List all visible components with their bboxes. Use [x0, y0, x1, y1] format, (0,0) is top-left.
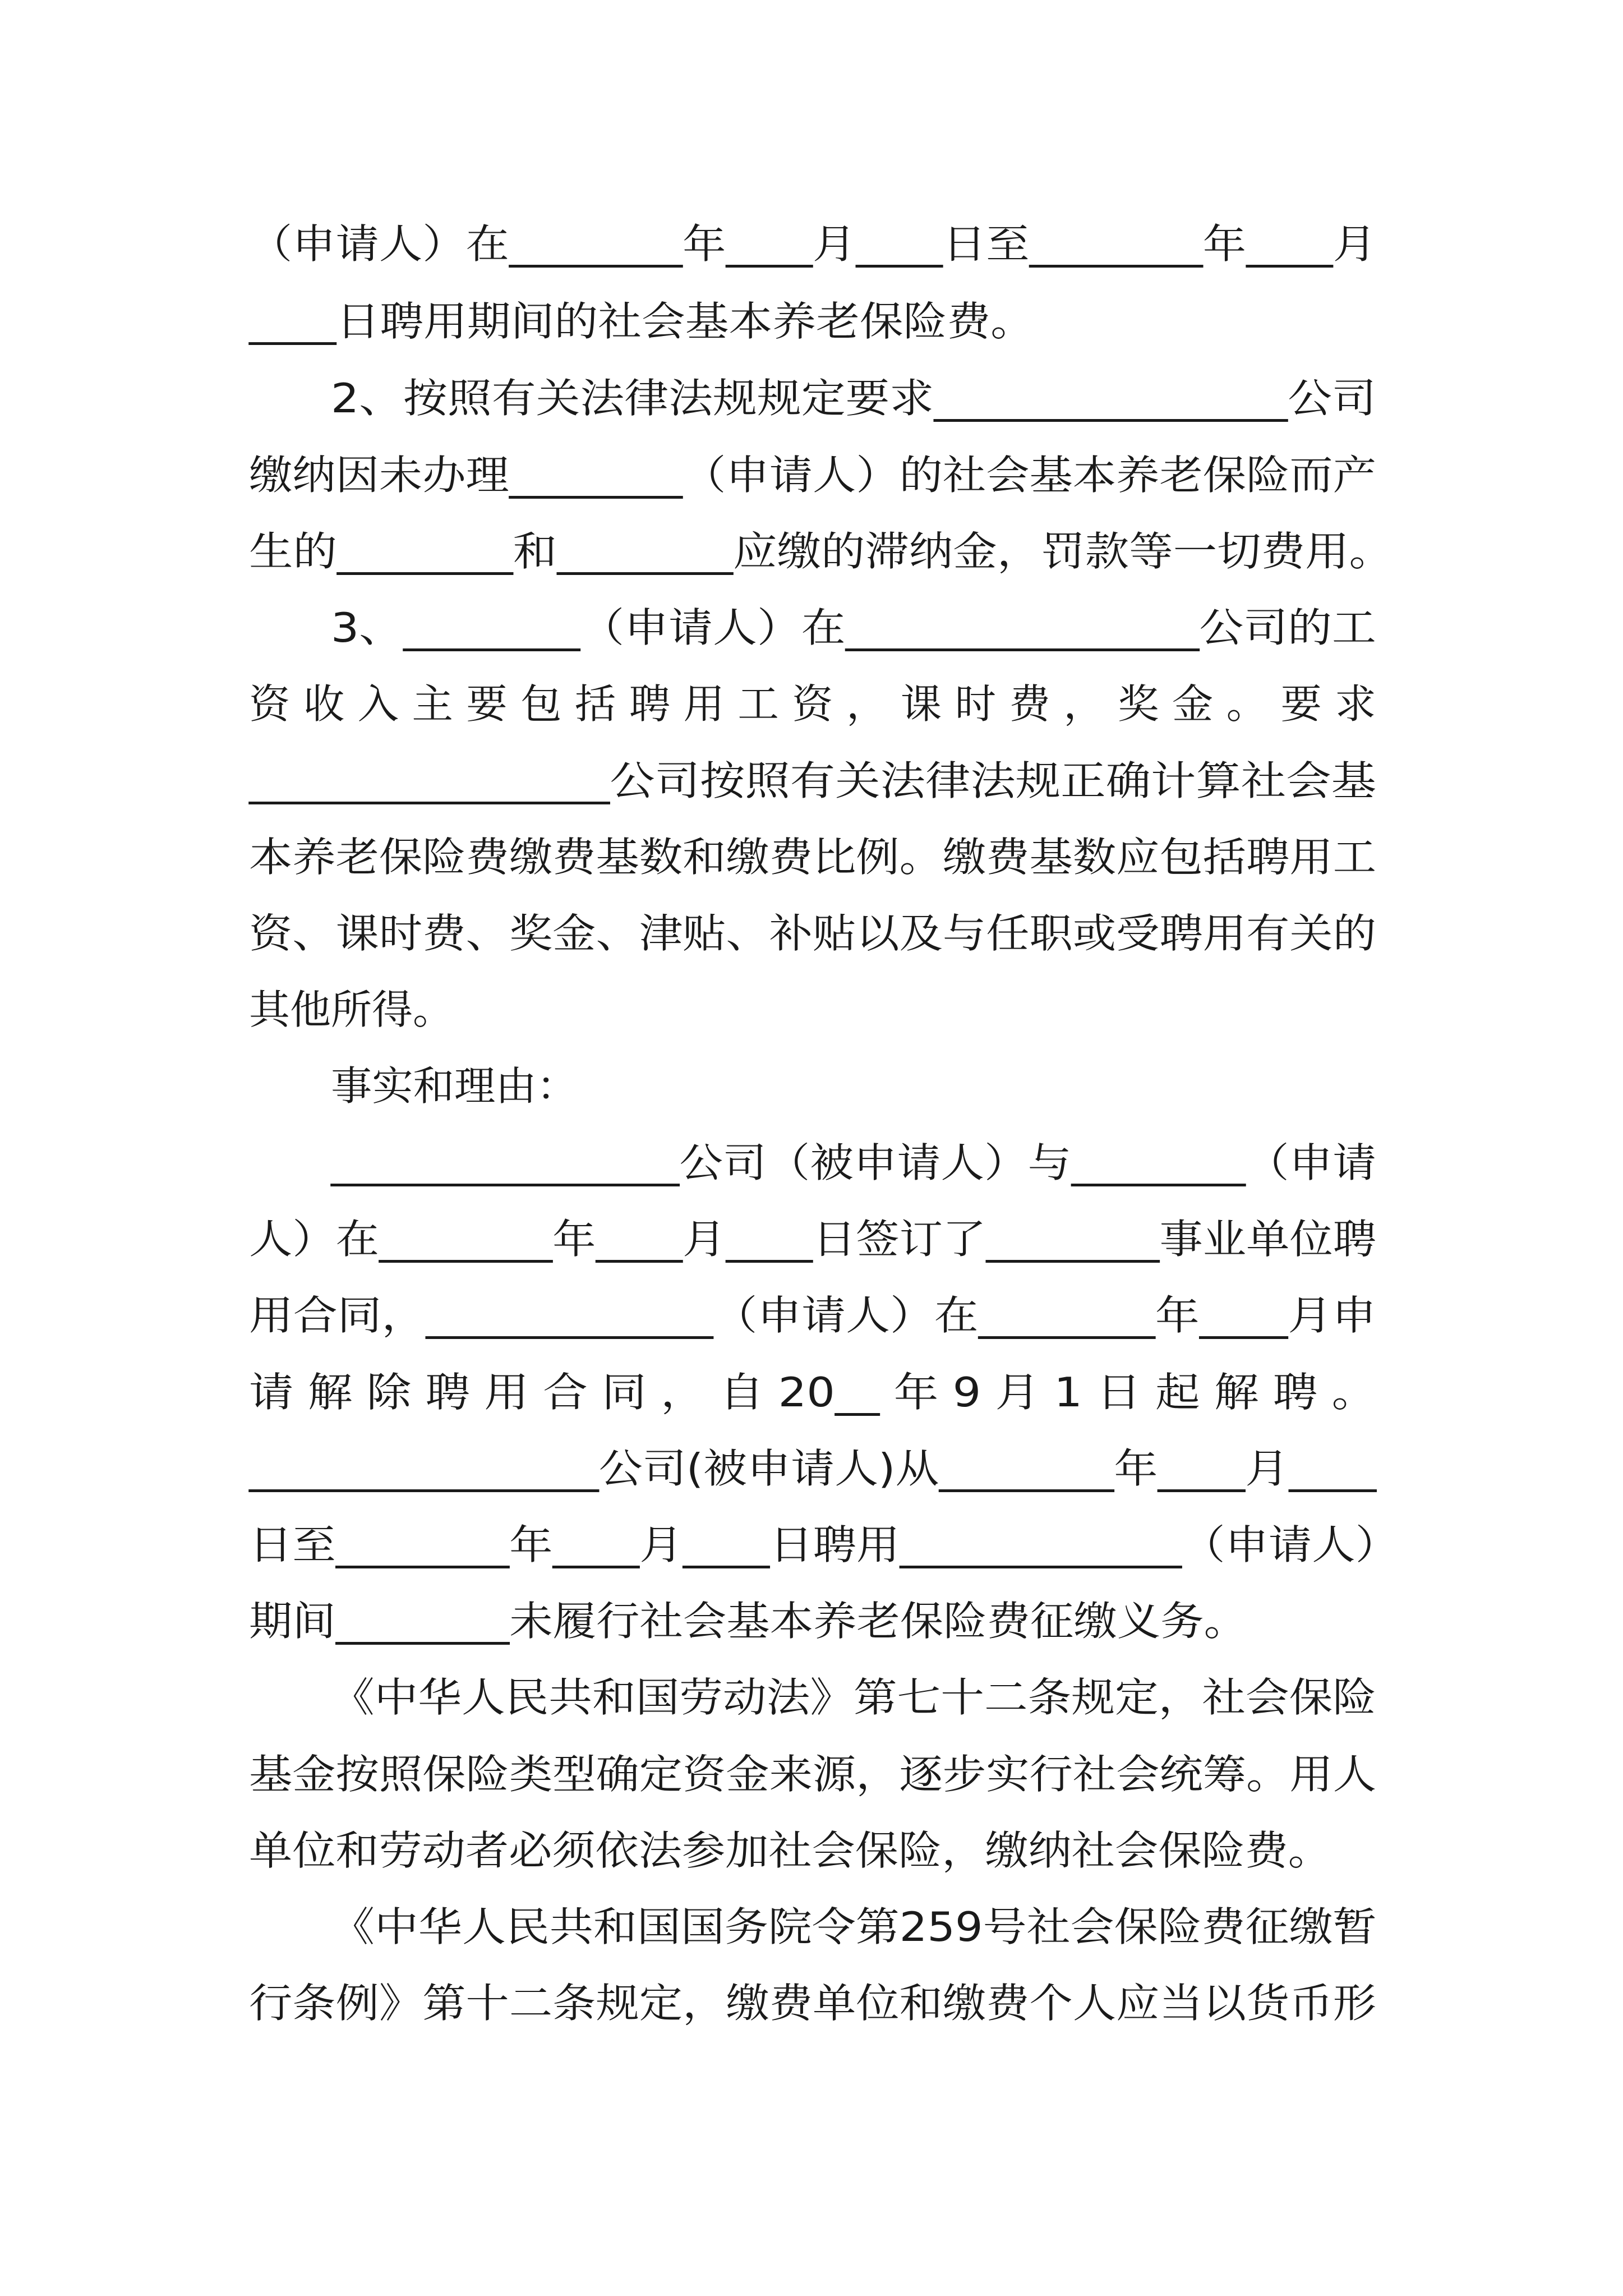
body-line-20: 《中华人民共和国劳动法》第七十二条规定，社会保险	[331, 1674, 1377, 1721]
body-line-13: ________________公司（被申请人）与________（申请	[331, 1139, 1377, 1186]
body-line-01: （申请人）在________年____月____日至________年____月	[249, 220, 1377, 268]
body-line-08: ________________公司按照有关法律法规正确计算社会基	[249, 757, 1377, 804]
section-heading-facts: 事实和理由：	[331, 1062, 578, 1110]
body-line-03: 2、按照有关法律法规规定要求________________公司	[331, 375, 1376, 422]
body-line-22: 单位和劳动者必须依法参加社会保险，缴纳社会保险费。	[249, 1827, 1332, 1874]
body-line-07: 资 收 入 主 要 包 括 聘 用 工 资 ， 课 时 费 ， 奖 金 。 要 求	[249, 680, 1376, 728]
body-line-09: 本养老保险费缴费基数和缴费比例。缴费基数应包括聘用工	[249, 834, 1377, 881]
body-line-24: 行条例》第十二条规定，缴费单位和缴费个人应当以货币形	[249, 1980, 1377, 2027]
body-line-18: 日至________年____月____日聘用_____________（申请人）	[249, 1521, 1399, 1568]
body-line-10: 资、课时费、奖金、津贴、补贴以及与任职或受聘用有关的	[249, 910, 1377, 957]
body-line-05: 生的________和________应缴的滞纳金，罚款等一切费用。	[249, 528, 1394, 575]
body-line-15: 用合同，_____________（申请人）在________年____月申	[249, 1292, 1377, 1339]
body-line-16: 请 解 除 聘 用 合 同 ， 自 20__ 年 9 月 1 日 起 解 聘 。	[249, 1369, 1377, 1416]
body-line-11: 其他所得。	[249, 986, 454, 1033]
body-line-23: 《中华人民共和国国务院令第259号社会保险费征缴暂	[331, 1903, 1377, 1950]
body-line-04: 缴纳因未办理________（申请人）的社会基本养老保险而产	[249, 452, 1377, 499]
body-line-14: 人）在________年____月____日签订了________事业单位聘	[249, 1216, 1377, 1263]
body-line-19: 期间________未履行社会基本养老保险费征缴义务。	[249, 1598, 1248, 1645]
body-line-17: ________________公司(被申请人)从________年____月____	[249, 1445, 1377, 1492]
body-line-21: 基金按照保险类型确定资金来源，逐步实行社会统筹。用人	[249, 1751, 1377, 1798]
body-line-06: 3、________（申请人）在________________公司的工	[331, 604, 1376, 651]
body-line-02: ____日聘用期间的社会基本养老保险费。	[249, 298, 1035, 345]
